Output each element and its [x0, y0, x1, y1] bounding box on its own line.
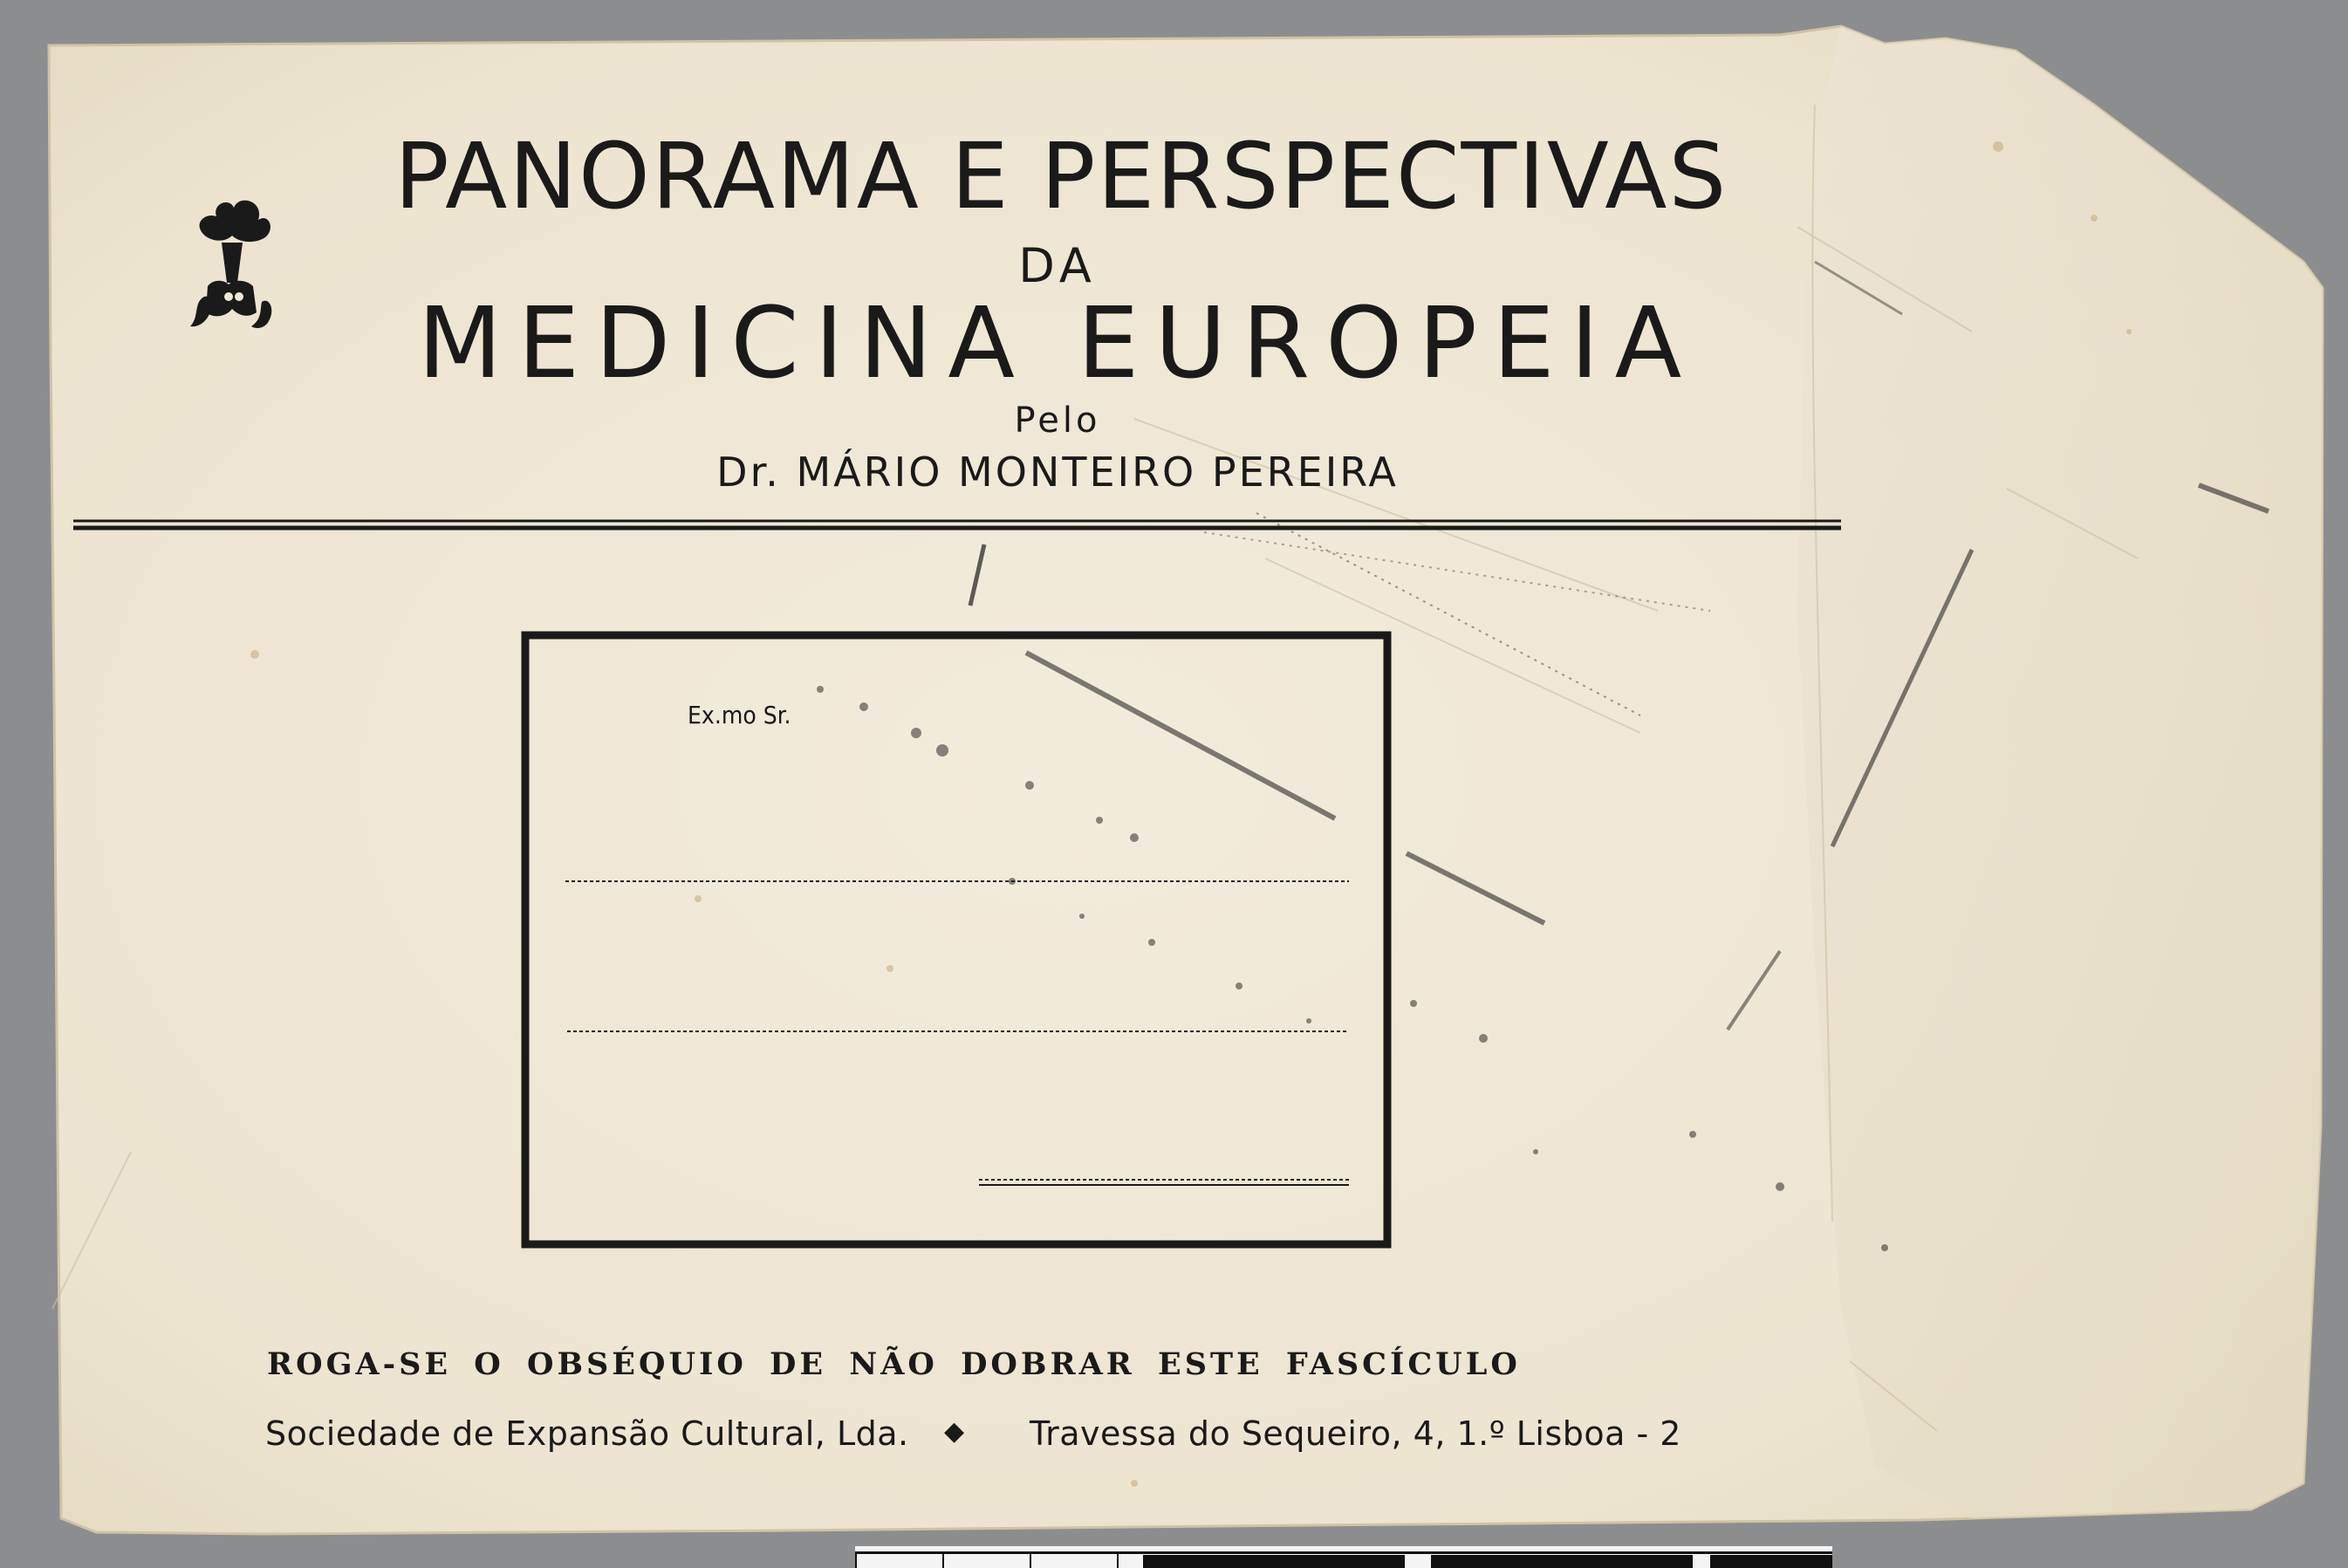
diamond-separator-icon: ◆	[944, 1416, 965, 1447]
title-line-1: PANORAMA E PERSPECTIVAS	[394, 123, 1728, 229]
torch-emblem-icon	[181, 199, 283, 339]
handling-notice: ROGA-SE O OBSÉQUIO DE NÃO DOBRAR ESTE FASCÍCULO	[267, 1346, 1521, 1382]
title-line-3: MEDICINA EUROPEIA	[417, 287, 1698, 401]
title-line-2: DA	[1018, 238, 1097, 293]
addressee-label: Ex.mo Sr.	[688, 701, 791, 729]
author-name: Dr. MÁRIO MONTEIRO PEREIRA	[716, 448, 1399, 496]
envelope-flap	[1797, 26, 2323, 1518]
publisher-address: Travessa do Sequeiro, 4, 1.º Lisboa - 2	[1030, 1414, 1681, 1453]
color-scale-bar	[855, 1546, 1832, 1568]
publisher-name: Sociedade de Expansão Cultural, Lda.	[265, 1414, 909, 1453]
by-line: Pelo	[1014, 401, 1101, 441]
